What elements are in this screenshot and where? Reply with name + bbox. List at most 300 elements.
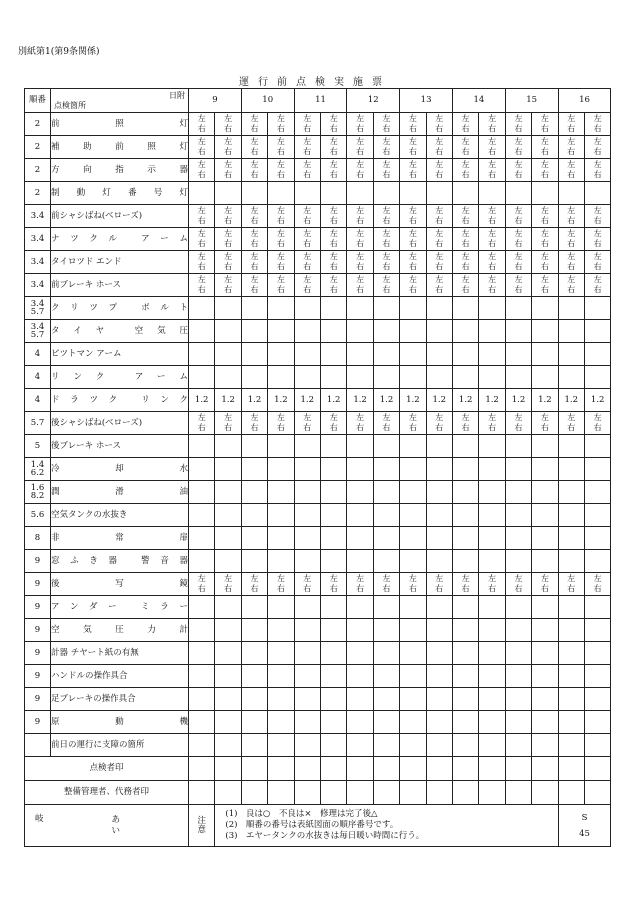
check-cell[interactable]: [505, 297, 531, 320]
check-cell[interactable]: 左 右: [241, 251, 267, 274]
check-cell[interactable]: [347, 596, 373, 619]
check-cell[interactable]: [241, 711, 267, 734]
check-cell[interactable]: [373, 527, 399, 550]
check-cell[interactable]: 左 右: [294, 228, 320, 251]
check-cell[interactable]: [532, 527, 558, 550]
check-cell[interactable]: 左 右: [400, 136, 426, 159]
check-cell[interactable]: [400, 619, 426, 642]
check-cell[interactable]: 左 右: [268, 251, 294, 274]
stamp-cell[interactable]: [452, 757, 478, 781]
check-cell[interactable]: [294, 504, 320, 527]
check-cell[interactable]: [241, 688, 267, 711]
check-cell[interactable]: [189, 343, 215, 366]
check-cell[interactable]: [505, 182, 531, 205]
check-cell[interactable]: 左 右: [452, 573, 478, 596]
check-cell[interactable]: 左 右: [558, 274, 584, 297]
check-cell[interactable]: [558, 297, 584, 320]
check-cell[interactable]: 左 右: [479, 228, 505, 251]
check-cell[interactable]: [532, 320, 558, 343]
check-cell[interactable]: 左 右: [189, 205, 215, 228]
stamp-cell[interactable]: [215, 757, 241, 781]
check-cell[interactable]: [268, 734, 294, 757]
check-cell[interactable]: [320, 711, 346, 734]
check-cell[interactable]: 左 右: [426, 159, 452, 182]
check-cell[interactable]: 左 右: [505, 412, 531, 435]
check-cell[interactable]: 1.2: [532, 389, 558, 412]
check-cell[interactable]: [215, 665, 241, 688]
stamp-cell[interactable]: [189, 781, 215, 805]
check-cell[interactable]: 左 右: [373, 136, 399, 159]
check-cell[interactable]: 左 右: [268, 136, 294, 159]
check-cell[interactable]: [373, 343, 399, 366]
check-cell[interactable]: 左 右: [479, 136, 505, 159]
check-cell[interactable]: [584, 458, 610, 481]
check-cell[interactable]: [268, 182, 294, 205]
check-cell[interactable]: [268, 550, 294, 573]
check-cell[interactable]: 左 右: [268, 205, 294, 228]
check-cell[interactable]: 左 右: [558, 573, 584, 596]
check-cell[interactable]: [558, 481, 584, 504]
check-cell[interactable]: [426, 619, 452, 642]
check-cell[interactable]: 左 右: [558, 251, 584, 274]
check-cell[interactable]: 左 右: [505, 205, 531, 228]
check-cell[interactable]: [505, 435, 531, 458]
check-cell[interactable]: [479, 527, 505, 550]
check-cell[interactable]: [189, 665, 215, 688]
check-cell[interactable]: 左 右: [373, 113, 399, 136]
check-cell[interactable]: [320, 366, 346, 389]
check-cell[interactable]: [558, 665, 584, 688]
check-cell[interactable]: 左 右: [532, 274, 558, 297]
check-cell[interactable]: [215, 458, 241, 481]
check-cell[interactable]: [532, 642, 558, 665]
check-cell[interactable]: 左 右: [320, 251, 346, 274]
check-cell[interactable]: [373, 596, 399, 619]
check-cell[interactable]: 左 右: [347, 573, 373, 596]
check-cell[interactable]: [426, 182, 452, 205]
check-cell[interactable]: [452, 550, 478, 573]
check-cell[interactable]: 左 右: [373, 573, 399, 596]
check-cell[interactable]: [532, 343, 558, 366]
check-cell[interactable]: [505, 320, 531, 343]
check-cell[interactable]: [505, 596, 531, 619]
check-cell[interactable]: [215, 366, 241, 389]
check-cell[interactable]: [294, 688, 320, 711]
check-cell[interactable]: 左 右: [215, 274, 241, 297]
check-cell[interactable]: [479, 182, 505, 205]
stamp-cell[interactable]: [400, 781, 426, 805]
check-cell[interactable]: [505, 366, 531, 389]
check-cell[interactable]: 左 右: [347, 136, 373, 159]
check-cell[interactable]: [400, 182, 426, 205]
check-cell[interactable]: 左 右: [215, 412, 241, 435]
check-cell[interactable]: [373, 320, 399, 343]
stamp-cell[interactable]: [347, 757, 373, 781]
check-cell[interactable]: 1.2: [373, 389, 399, 412]
stamp-cell[interactable]: [268, 781, 294, 805]
check-cell[interactable]: [505, 481, 531, 504]
check-cell[interactable]: [241, 320, 267, 343]
check-cell[interactable]: 左 右: [241, 228, 267, 251]
check-cell[interactable]: [347, 182, 373, 205]
check-cell[interactable]: [479, 642, 505, 665]
stamp-cell[interactable]: [532, 781, 558, 805]
check-cell[interactable]: 左 右: [189, 113, 215, 136]
check-cell[interactable]: 左 右: [268, 228, 294, 251]
check-cell[interactable]: 1.2: [452, 389, 478, 412]
check-cell[interactable]: 左 右: [400, 274, 426, 297]
stamp-cell[interactable]: [558, 757, 584, 781]
check-cell[interactable]: 左 右: [373, 274, 399, 297]
stamp-cell[interactable]: [241, 757, 267, 781]
check-cell[interactable]: 左 右: [189, 251, 215, 274]
check-cell[interactable]: 左 右: [373, 159, 399, 182]
check-cell[interactable]: [347, 366, 373, 389]
check-cell[interactable]: [268, 642, 294, 665]
check-cell[interactable]: [320, 343, 346, 366]
check-cell[interactable]: [426, 481, 452, 504]
check-cell[interactable]: [189, 504, 215, 527]
check-cell[interactable]: [532, 481, 558, 504]
check-cell[interactable]: [479, 711, 505, 734]
check-cell[interactable]: 左 右: [558, 113, 584, 136]
check-cell[interactable]: 左 右: [347, 205, 373, 228]
check-cell[interactable]: [479, 366, 505, 389]
check-cell[interactable]: [241, 343, 267, 366]
check-cell[interactable]: [426, 688, 452, 711]
check-cell[interactable]: [452, 665, 478, 688]
check-cell[interactable]: [215, 550, 241, 573]
check-cell[interactable]: [320, 688, 346, 711]
check-cell[interactable]: [347, 297, 373, 320]
check-cell[interactable]: [320, 458, 346, 481]
stamp-cell[interactable]: [505, 757, 531, 781]
check-cell[interactable]: [320, 550, 346, 573]
check-cell[interactable]: [215, 297, 241, 320]
stamp-cell[interactable]: [426, 781, 452, 805]
check-cell[interactable]: [400, 435, 426, 458]
check-cell[interactable]: [479, 320, 505, 343]
check-cell[interactable]: [532, 596, 558, 619]
check-cell[interactable]: [400, 504, 426, 527]
stamp-cell[interactable]: [347, 781, 373, 805]
check-cell[interactable]: 左 右: [241, 412, 267, 435]
check-cell[interactable]: [532, 504, 558, 527]
check-cell[interactable]: [241, 481, 267, 504]
check-cell[interactable]: [400, 343, 426, 366]
check-cell[interactable]: [532, 550, 558, 573]
stamp-cell[interactable]: [584, 757, 610, 781]
check-cell[interactable]: 左 右: [452, 159, 478, 182]
stamp-cell[interactable]: [241, 781, 267, 805]
check-cell[interactable]: 1.2: [189, 389, 215, 412]
check-cell[interactable]: [215, 527, 241, 550]
check-cell[interactable]: [558, 458, 584, 481]
check-cell[interactable]: [479, 688, 505, 711]
stamp-cell[interactable]: [452, 781, 478, 805]
check-cell[interactable]: 左 右: [479, 573, 505, 596]
check-cell[interactable]: [320, 182, 346, 205]
check-cell[interactable]: [268, 458, 294, 481]
stamp-cell[interactable]: [558, 781, 584, 805]
check-cell[interactable]: [426, 665, 452, 688]
check-cell[interactable]: [347, 458, 373, 481]
check-cell[interactable]: 左 右: [268, 159, 294, 182]
check-cell[interactable]: [400, 481, 426, 504]
stamp-cell[interactable]: [400, 757, 426, 781]
check-cell[interactable]: [241, 734, 267, 757]
check-cell[interactable]: [584, 665, 610, 688]
stamp-cell[interactable]: [268, 757, 294, 781]
check-cell[interactable]: [294, 297, 320, 320]
check-cell[interactable]: 左 右: [320, 113, 346, 136]
check-cell[interactable]: 左 右: [294, 274, 320, 297]
check-cell[interactable]: [294, 527, 320, 550]
check-cell[interactable]: [426, 527, 452, 550]
check-cell[interactable]: [452, 435, 478, 458]
check-cell[interactable]: [215, 320, 241, 343]
check-cell[interactable]: [558, 711, 584, 734]
check-cell[interactable]: 左 右: [373, 228, 399, 251]
check-cell[interactable]: [426, 343, 452, 366]
check-cell[interactable]: 左 右: [452, 136, 478, 159]
check-cell[interactable]: [320, 481, 346, 504]
check-cell[interactable]: [373, 642, 399, 665]
check-cell[interactable]: 左 右: [294, 573, 320, 596]
check-cell[interactable]: [347, 642, 373, 665]
check-cell[interactable]: 左 右: [479, 274, 505, 297]
check-cell[interactable]: [452, 619, 478, 642]
check-cell[interactable]: [505, 550, 531, 573]
check-cell[interactable]: [584, 366, 610, 389]
check-cell[interactable]: 左 右: [505, 274, 531, 297]
check-cell[interactable]: [584, 320, 610, 343]
check-cell[interactable]: [268, 320, 294, 343]
check-cell[interactable]: [400, 458, 426, 481]
check-cell[interactable]: [426, 711, 452, 734]
check-cell[interactable]: [215, 182, 241, 205]
check-cell[interactable]: [373, 458, 399, 481]
check-cell[interactable]: [189, 688, 215, 711]
check-cell[interactable]: [189, 619, 215, 642]
check-cell[interactable]: [400, 550, 426, 573]
stamp-cell[interactable]: [373, 757, 399, 781]
check-cell[interactable]: [373, 481, 399, 504]
check-cell[interactable]: [452, 504, 478, 527]
check-cell[interactable]: 左 右: [479, 159, 505, 182]
check-cell[interactable]: 左 右: [505, 251, 531, 274]
check-cell[interactable]: 左 右: [479, 412, 505, 435]
check-cell[interactable]: 1.2: [400, 389, 426, 412]
check-cell[interactable]: [558, 343, 584, 366]
check-cell[interactable]: [558, 550, 584, 573]
check-cell[interactable]: 左 右: [426, 113, 452, 136]
check-cell[interactable]: [294, 711, 320, 734]
check-cell[interactable]: [189, 711, 215, 734]
check-cell[interactable]: [584, 343, 610, 366]
check-cell[interactable]: 左 右: [505, 228, 531, 251]
check-cell[interactable]: 左 右: [400, 228, 426, 251]
check-cell[interactable]: [347, 665, 373, 688]
check-cell[interactable]: 左 右: [373, 412, 399, 435]
check-cell[interactable]: [373, 504, 399, 527]
check-cell[interactable]: [294, 343, 320, 366]
check-cell[interactable]: [400, 366, 426, 389]
check-cell[interactable]: [347, 711, 373, 734]
check-cell[interactable]: [241, 596, 267, 619]
check-cell[interactable]: 1.2: [294, 389, 320, 412]
check-cell[interactable]: 左 右: [426, 274, 452, 297]
check-cell[interactable]: [294, 320, 320, 343]
check-cell[interactable]: 左 右: [584, 159, 610, 182]
check-cell[interactable]: [452, 642, 478, 665]
check-cell[interactable]: 左 右: [532, 159, 558, 182]
check-cell[interactable]: [400, 734, 426, 757]
check-cell[interactable]: 左 右: [532, 251, 558, 274]
check-cell[interactable]: [347, 343, 373, 366]
check-cell[interactable]: [189, 297, 215, 320]
stamp-cell[interactable]: [294, 757, 320, 781]
check-cell[interactable]: [532, 297, 558, 320]
check-cell[interactable]: 左 右: [584, 412, 610, 435]
check-cell[interactable]: [320, 619, 346, 642]
check-cell[interactable]: [452, 596, 478, 619]
check-cell[interactable]: [347, 550, 373, 573]
check-cell[interactable]: [400, 297, 426, 320]
check-cell[interactable]: [268, 297, 294, 320]
check-cell[interactable]: [268, 343, 294, 366]
stamp-cell[interactable]: [294, 781, 320, 805]
check-cell[interactable]: [347, 619, 373, 642]
check-cell[interactable]: [241, 619, 267, 642]
stamp-cell[interactable]: [189, 757, 215, 781]
check-cell[interactable]: [373, 711, 399, 734]
check-cell[interactable]: [452, 711, 478, 734]
check-cell[interactable]: 1.2: [268, 389, 294, 412]
check-cell[interactable]: [532, 711, 558, 734]
check-cell[interactable]: [241, 527, 267, 550]
check-cell[interactable]: [505, 619, 531, 642]
check-cell[interactable]: [215, 642, 241, 665]
check-cell[interactable]: [532, 366, 558, 389]
check-cell[interactable]: 1.2: [347, 389, 373, 412]
check-cell[interactable]: 左 右: [347, 228, 373, 251]
check-cell[interactable]: 左 右: [426, 573, 452, 596]
check-cell[interactable]: [294, 665, 320, 688]
check-cell[interactable]: 左 右: [426, 251, 452, 274]
check-cell[interactable]: [426, 435, 452, 458]
check-cell[interactable]: 左 右: [215, 251, 241, 274]
check-cell[interactable]: [479, 297, 505, 320]
check-cell[interactable]: [294, 642, 320, 665]
check-cell[interactable]: [532, 734, 558, 757]
check-cell[interactable]: [532, 665, 558, 688]
check-cell[interactable]: [479, 458, 505, 481]
check-cell[interactable]: [268, 504, 294, 527]
check-cell[interactable]: [479, 504, 505, 527]
check-cell[interactable]: 左 右: [558, 205, 584, 228]
check-cell[interactable]: [320, 320, 346, 343]
check-cell[interactable]: 左 右: [426, 205, 452, 228]
check-cell[interactable]: [294, 458, 320, 481]
check-cell[interactable]: 1.2: [320, 389, 346, 412]
check-cell[interactable]: [558, 527, 584, 550]
check-cell[interactable]: [241, 458, 267, 481]
check-cell[interactable]: [558, 619, 584, 642]
check-cell[interactable]: 左 右: [347, 412, 373, 435]
check-cell[interactable]: 左 右: [294, 113, 320, 136]
check-cell[interactable]: 左 右: [241, 573, 267, 596]
check-cell[interactable]: [373, 619, 399, 642]
check-cell[interactable]: 左 右: [215, 159, 241, 182]
check-cell[interactable]: 左 右: [584, 113, 610, 136]
check-cell[interactable]: 左 右: [241, 274, 267, 297]
stamp-cell[interactable]: [426, 757, 452, 781]
check-cell[interactable]: 左 右: [452, 205, 478, 228]
check-cell[interactable]: 左 右: [558, 412, 584, 435]
check-cell[interactable]: [347, 504, 373, 527]
check-cell[interactable]: [215, 596, 241, 619]
check-cell[interactable]: [532, 435, 558, 458]
check-cell[interactable]: 左 右: [320, 412, 346, 435]
check-cell[interactable]: [479, 343, 505, 366]
check-cell[interactable]: 左 右: [268, 573, 294, 596]
check-cell[interactable]: [479, 596, 505, 619]
check-cell[interactable]: [558, 435, 584, 458]
check-cell[interactable]: 左 右: [532, 113, 558, 136]
check-cell[interactable]: 左 右: [189, 228, 215, 251]
check-cell[interactable]: [268, 527, 294, 550]
check-cell[interactable]: [426, 550, 452, 573]
check-cell[interactable]: [400, 320, 426, 343]
check-cell[interactable]: [241, 182, 267, 205]
check-cell[interactable]: [215, 481, 241, 504]
check-cell[interactable]: [268, 596, 294, 619]
check-cell[interactable]: 左 右: [532, 228, 558, 251]
check-cell[interactable]: [426, 297, 452, 320]
check-cell[interactable]: 1.2: [426, 389, 452, 412]
check-cell[interactable]: 左 右: [505, 113, 531, 136]
check-cell[interactable]: [347, 734, 373, 757]
check-cell[interactable]: [400, 596, 426, 619]
check-cell[interactable]: [505, 734, 531, 757]
check-cell[interactable]: [320, 734, 346, 757]
check-cell[interactable]: 左 右: [215, 205, 241, 228]
check-cell[interactable]: 左 右: [532, 573, 558, 596]
check-cell[interactable]: [532, 688, 558, 711]
check-cell[interactable]: 左 右: [584, 228, 610, 251]
check-cell[interactable]: [426, 366, 452, 389]
check-cell[interactable]: 左 右: [320, 228, 346, 251]
stamp-cell[interactable]: [479, 757, 505, 781]
check-cell[interactable]: [347, 435, 373, 458]
check-cell[interactable]: 左 右: [189, 274, 215, 297]
check-cell[interactable]: [189, 734, 215, 757]
check-cell[interactable]: [558, 688, 584, 711]
check-cell[interactable]: 左 右: [452, 274, 478, 297]
check-cell[interactable]: [584, 688, 610, 711]
check-cell[interactable]: [558, 642, 584, 665]
check-cell[interactable]: [294, 619, 320, 642]
check-cell[interactable]: [400, 527, 426, 550]
check-cell[interactable]: [400, 688, 426, 711]
check-cell[interactable]: [294, 550, 320, 573]
check-cell[interactable]: 左 右: [479, 113, 505, 136]
check-cell[interactable]: [584, 711, 610, 734]
check-cell[interactable]: [505, 642, 531, 665]
check-cell[interactable]: 左 右: [426, 228, 452, 251]
check-cell[interactable]: 左 右: [584, 573, 610, 596]
